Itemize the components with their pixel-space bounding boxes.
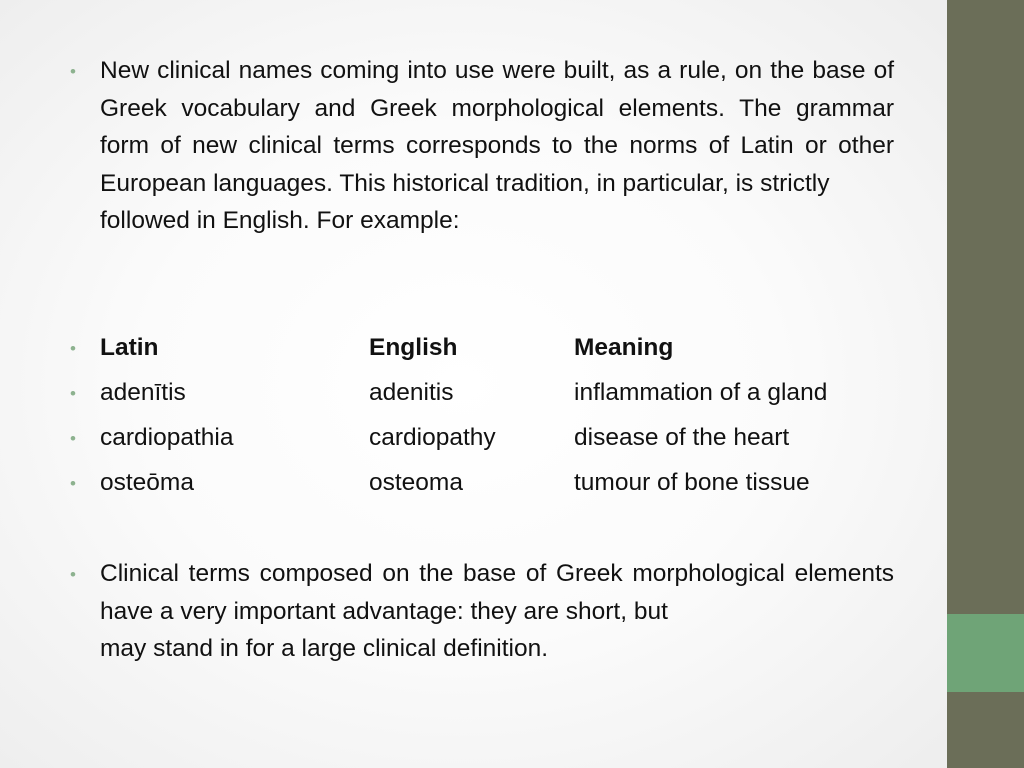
intro-last-line: followed in English. For example: [100, 207, 460, 234]
bullet-icon: • [70, 62, 76, 81]
cell-english: cardiopathy [369, 424, 496, 451]
cell-english: osteoma [369, 469, 463, 496]
bullet-icon: • [70, 384, 76, 403]
conclusion-line: elements have a very important advantage: they are short, but [100, 560, 895, 625]
conclusion-last-line: may stand in for a large clinical definition. [100, 635, 549, 662]
intro-line: corresponds to the norms of Latin or other European [100, 132, 894, 197]
intro-line: New clinical names coming into use were built, as a rule, on [100, 57, 763, 84]
cell-meaning: disease of the heart [574, 424, 790, 451]
cell-english: adenitis [369, 379, 454, 406]
intro-line: languages. This historical tradition, in particular, is strictly [213, 169, 830, 197]
table-row [100, 376, 894, 410]
bullet-icon: • [70, 474, 76, 493]
header-meaning: Meaning [574, 334, 674, 361]
conclusion-paragraph [100, 555, 894, 668]
intro-line: the base of Greek vocabulary and Greek morphological [100, 57, 895, 122]
bullet-icon: • [70, 429, 76, 448]
bullet-icon: • [70, 565, 76, 584]
cell-latin: osteōma [100, 469, 194, 496]
cell-latin: adenītis [100, 379, 186, 406]
cell-meaning: inflammation of a gland [574, 379, 828, 406]
table-row [100, 421, 894, 455]
bullet-icon: • [70, 339, 76, 358]
header-latin: Latin [100, 334, 159, 361]
cell-meaning: tumour of bone tissue [574, 469, 810, 496]
header-english: English [369, 334, 458, 361]
conclusion-line: Clinical terms composed on the base of Greek morphological [100, 560, 785, 587]
table-header-row [100, 331, 894, 365]
intro-line: elements. The grammar form of new clinical terms [100, 94, 894, 159]
intro-paragraph [100, 52, 894, 240]
decorative-sidebar-accent [947, 614, 1024, 692]
table-row [100, 466, 894, 500]
cell-latin: cardiopathia [100, 424, 234, 451]
